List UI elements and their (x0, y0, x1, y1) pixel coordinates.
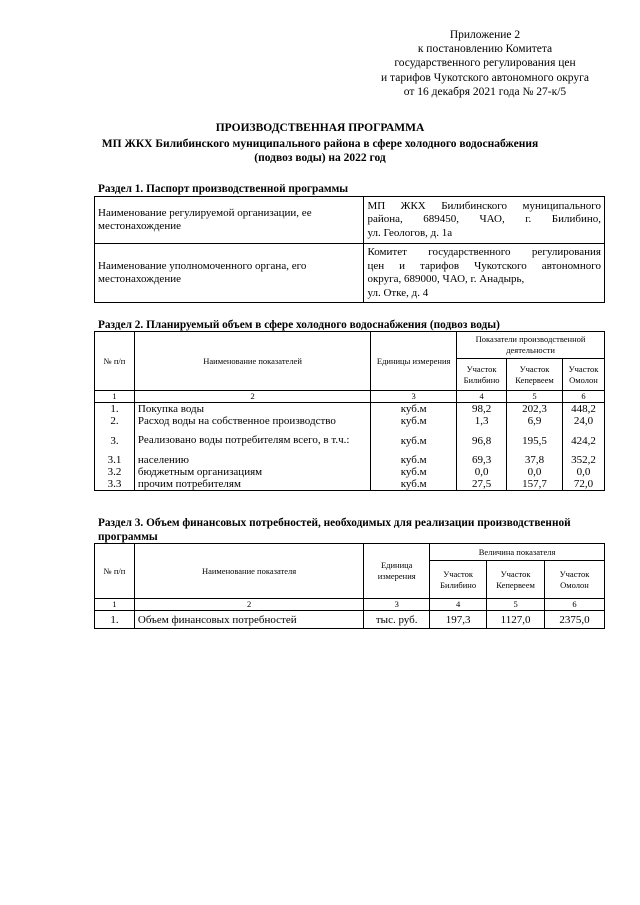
table-row (95, 415, 605, 427)
document-subtitle: МП ЖКХ Билибинского муниципального района в сфере холодного водоснабжения (101, 138, 539, 150)
value-line: цен и тарифов Чукотского автономного (367, 259, 601, 272)
row-value: 1127,0 (487, 611, 545, 629)
index-cell: 4 (457, 391, 507, 403)
row-num: 3.1 (95, 454, 135, 466)
row-value: 6,9 (507, 415, 563, 427)
row-name: прочим потребителям (134, 478, 370, 491)
index-cell: 3 (364, 599, 430, 611)
row-unit: куб.м (371, 403, 457, 416)
row-value: 98,2 (457, 403, 507, 416)
col-header-site: Участок Кепервеем (507, 359, 563, 391)
section3-heading (98, 516, 571, 544)
col-header-unit: Единицы измерения (371, 332, 457, 391)
index-cell: 5 (507, 391, 563, 403)
row-unit: куб.м (371, 478, 457, 491)
row-value: 27,5 (457, 478, 507, 491)
col-header-num: № п/п (95, 332, 135, 391)
row-value: 424,2 (563, 427, 605, 454)
index-row (95, 391, 605, 403)
index-cell: 1 (95, 599, 135, 611)
row-name: Объем финансовых потребностей (134, 611, 363, 629)
document-title: ПРОИЗВОДСТВЕННАЯ ПРОГРАММА (215, 122, 425, 134)
row-num: 3.3 (95, 478, 135, 491)
passport-value (364, 244, 605, 303)
appendix-line: Приложение 2 (449, 29, 521, 41)
col-header-site: Участок Билибино (430, 561, 487, 599)
row-value: 195,5 (507, 427, 563, 454)
col-header-site: Участок Омолон (545, 561, 605, 599)
row-value: 0,0 (507, 466, 563, 478)
index-cell: 1 (95, 391, 135, 403)
row-num: 1. (95, 403, 135, 416)
table-row (95, 454, 605, 466)
col-header-group: Показатели производственной деятельности (457, 332, 605, 359)
row-unit: куб.м (371, 466, 457, 478)
value-line: ул. Геологов, д. 1а (367, 226, 453, 239)
index-row (95, 599, 605, 611)
section3-heading-line: Раздел 3. Объем финансовых потребностей, необходимых для реализации производственной (98, 517, 571, 529)
row-unit: куб.м (371, 415, 457, 427)
passport-label: Наименование регулируемой организации, ее местонахождение (95, 197, 364, 244)
appendix-line: от 16 декабря 2021 года № 27-к/5 (403, 85, 567, 98)
table-row (95, 244, 605, 303)
value-line: МП ЖКХ Билибинского муниципального (367, 199, 601, 212)
row-num: 1. (95, 611, 135, 629)
row-name: Расход воды на собственное производство (134, 415, 370, 427)
value-line: района, 689450, ЧАО, г. Билибино, (367, 213, 601, 226)
table-row (95, 478, 605, 491)
table-row (95, 427, 605, 454)
row-value: 96,8 (457, 427, 507, 454)
row-name: бюджетным организациям (134, 466, 370, 478)
col-header-site: Участок Кепервеем (487, 561, 545, 599)
col-header-unit: Единица измерения (364, 544, 430, 599)
row-value: 352,2 (563, 454, 605, 466)
col-header-name: Наименование показателя (134, 544, 363, 599)
passport-table (94, 196, 605, 303)
index-cell: 3 (371, 391, 457, 403)
row-name: населению (134, 454, 370, 466)
row-unit: куб.м (371, 427, 457, 454)
row-value: 0,0 (563, 466, 605, 478)
value-line: округа, 689000, ЧАО, г. Анадырь, (367, 273, 525, 285)
table-row (95, 466, 605, 478)
passport-label: Наименование уполномоченного органа, его местонахождение (95, 244, 364, 303)
row-value: 72,0 (563, 478, 605, 491)
row-value: 37,8 (507, 454, 563, 466)
index-cell: 4 (430, 599, 487, 611)
index-cell: 6 (563, 391, 605, 403)
table-row (95, 403, 605, 416)
document-subtitle-year: (подвоз воды) на 2022 год (254, 152, 386, 164)
table-row (95, 197, 605, 244)
row-unit: тыс. руб. (364, 611, 430, 629)
row-name: Покупка воды (134, 403, 370, 416)
finance-table (94, 543, 605, 629)
row-num: 2. (95, 415, 135, 427)
row-value: 69,3 (457, 454, 507, 466)
row-num: 3.2 (95, 466, 135, 478)
section1-heading: Раздел 1. Паспорт производственной программы (98, 183, 349, 195)
row-value: 2375,0 (545, 611, 605, 629)
section2-heading: Раздел 2. Планируемый объем в сфере холодного водоснабжения (подвоз воды) (98, 319, 500, 331)
index-cell: 6 (545, 599, 605, 611)
table-header-row (95, 332, 605, 359)
appendix-line: к постановлению Комитета (417, 43, 553, 56)
row-value: 448,2 (563, 403, 605, 416)
row-value: 24,0 (563, 415, 605, 427)
appendix-line: государственного регулирования цен (394, 57, 576, 70)
appendix-block (330, 28, 640, 99)
row-name: Реализовано воды потребителям всего, в т.ч.: (134, 427, 370, 454)
col-header-name: Наименование показателей (134, 332, 370, 391)
row-value: 0,0 (457, 466, 507, 478)
index-cell: 2 (134, 599, 363, 611)
row-unit: куб.м (371, 454, 457, 466)
row-value: 1,3 (457, 415, 507, 427)
col-header-num: № п/п (95, 544, 135, 599)
col-header-site: Участок Билибино (457, 359, 507, 391)
col-header-site: Участок Омолон (563, 359, 605, 391)
row-value: 202,3 (507, 403, 563, 416)
row-value: 157,7 (507, 478, 563, 491)
section3-heading-line: программы (98, 531, 158, 543)
table-header-row (95, 544, 605, 561)
index-cell: 2 (134, 391, 370, 403)
row-num: 3. (95, 427, 135, 454)
col-header-group: Величина показателя (430, 544, 605, 561)
value-line: ул. Отке, д. 4 (367, 286, 429, 299)
row-value: 197,3 (430, 611, 487, 629)
appendix-line: и тарифов Чукотского автономного округа (381, 71, 589, 84)
table-row (95, 611, 605, 629)
passport-value (364, 197, 605, 244)
value-line: Комитет государственного регулирования (367, 246, 601, 258)
index-cell: 5 (487, 599, 545, 611)
volume-table (94, 331, 605, 491)
